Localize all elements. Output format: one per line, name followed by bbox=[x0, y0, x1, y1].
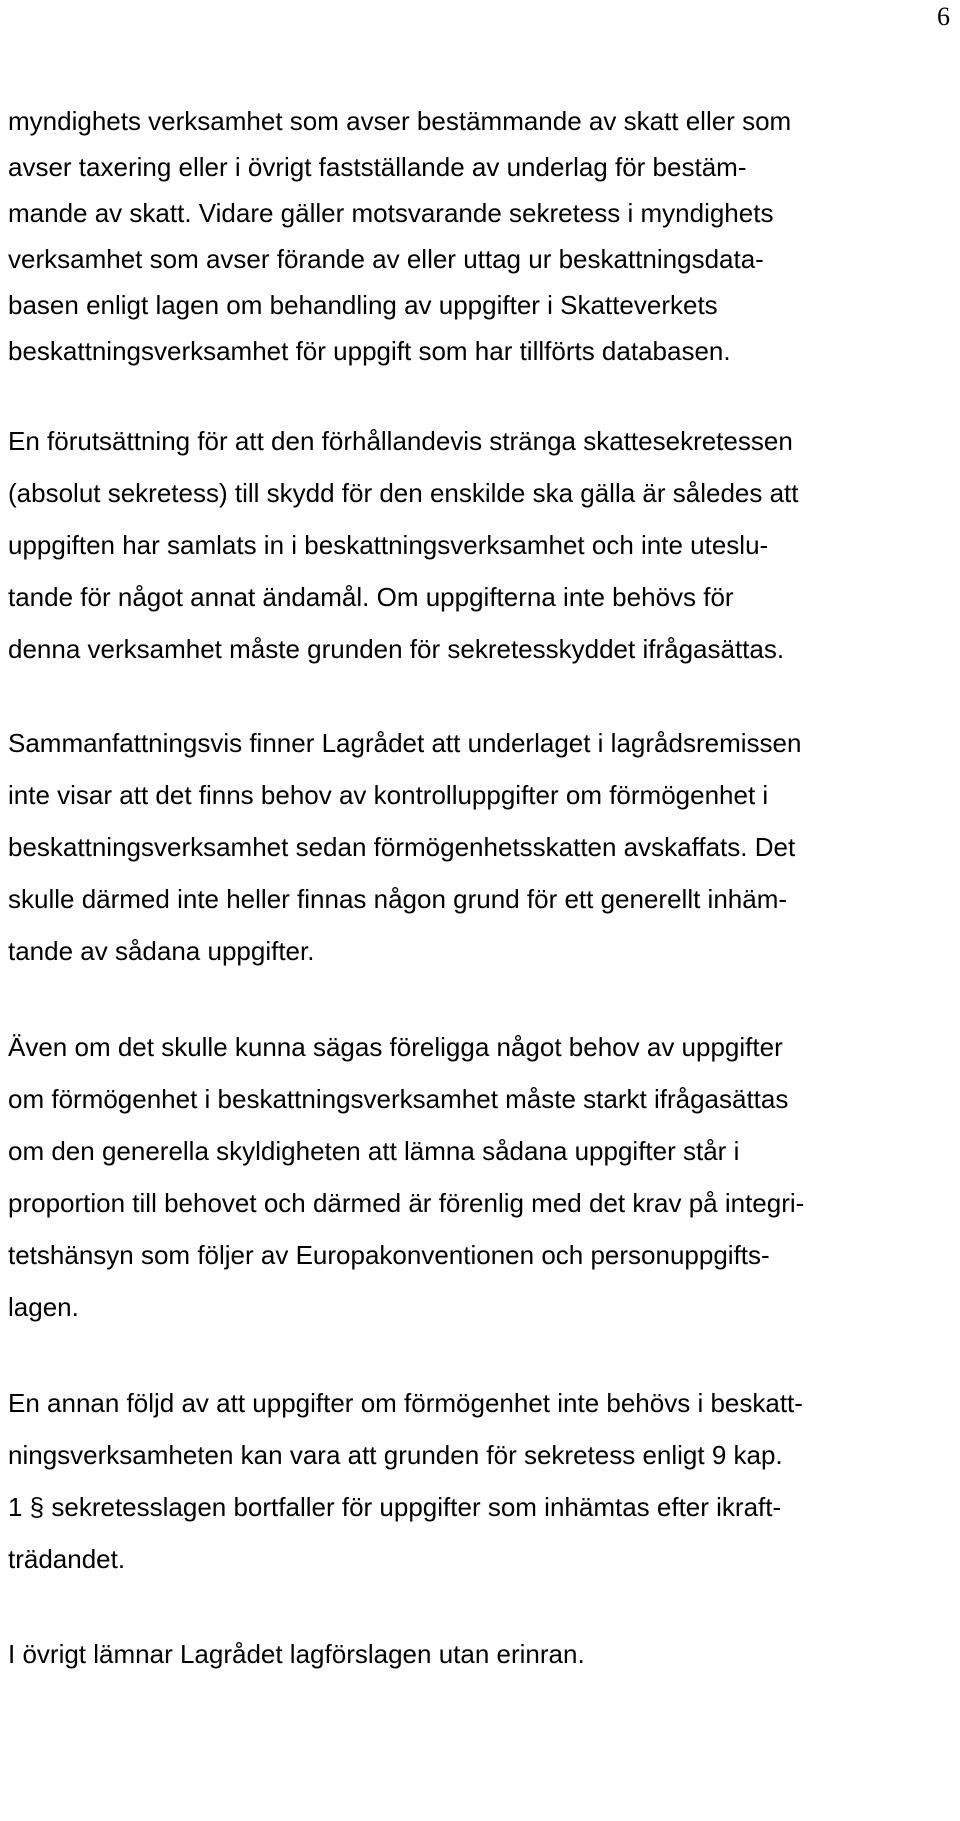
text-line: mande av skatt. Vidare gäller motsvarande sekretess i myndighets bbox=[8, 198, 774, 228]
text-line: om den generella skyldigheten att lämna sådana uppgifter står i bbox=[8, 1136, 740, 1166]
text-line: Sammanfattningsvis finner Lagrådet att underlaget i lagrådsremissen bbox=[8, 728, 802, 758]
text-line: myndighets verksamhet som avser bestämmande av skatt eller som bbox=[8, 106, 792, 136]
paragraph-2 bbox=[8, 415, 953, 675]
text-line: verksamhet som avser förande av eller uttag ur beskattningsdata- bbox=[8, 244, 764, 274]
text-line: (absolut sekretess) till skydd för den enskilde ska gälla är således att bbox=[8, 478, 799, 508]
page-number: 6 bbox=[937, 2, 950, 31]
paragraph-5 bbox=[8, 1377, 953, 1585]
text-line: lagen. bbox=[8, 1292, 79, 1322]
paragraph-4 bbox=[8, 1021, 953, 1333]
text-line: denna verksamhet måste grunden för sekretesskyddet ifrågasättas. bbox=[8, 634, 785, 664]
paragraph-6 bbox=[8, 1629, 953, 1679]
paragraph-1 bbox=[8, 98, 953, 374]
text-line: 1 § sekretesslagen bortfaller för uppgifter som inhämtas efter ikraft- bbox=[8, 1492, 782, 1522]
text-line: trädandet. bbox=[8, 1544, 126, 1574]
text-line: I övrigt lämnar Lagrådet lagförslagen utan erinran. bbox=[8, 1639, 585, 1669]
text-line: En annan följd av att uppgifter om förmögenhet inte behövs i beskatt- bbox=[8, 1388, 803, 1418]
text-line: tetshänsyn som följer av Europakonventionen och personuppgifts- bbox=[8, 1240, 770, 1270]
paragraph-3 bbox=[8, 717, 953, 977]
text-line: uppgiften har samlats in i beskattningsverksamhet och inte uteslu- bbox=[8, 530, 769, 560]
text-line: ningsverksamheten kan vara att grunden för sekretess enligt 9 kap. bbox=[8, 1440, 783, 1470]
text-line: beskattningsverksamhet för uppgift som har tillförts databasen. bbox=[8, 336, 731, 366]
text-line: tande för något annat ändamål. Om uppgifterna inte behövs för bbox=[8, 582, 734, 612]
text-line: inte visar att det finns behov av kontrolluppgifter om förmögenhet i bbox=[8, 780, 769, 810]
text-line: beskattningsverksamhet sedan förmögenhetsskatten avskaffats. Det bbox=[8, 832, 796, 862]
text-line: om förmögenhet i beskattningsverksamhet måste starkt ifrågasättas bbox=[8, 1084, 789, 1114]
text-line: skulle därmed inte heller finnas någon grund för ett generellt inhäm- bbox=[8, 884, 788, 914]
text-line: proportion till behovet och därmed är förenlig med det krav på integri- bbox=[8, 1188, 805, 1218]
text-line: Även om det skulle kunna sägas föreligga något behov av uppgifter bbox=[8, 1032, 783, 1062]
text-line: tande av sådana uppgifter. bbox=[8, 936, 315, 966]
document-body bbox=[8, 98, 953, 1679]
text-line: En förutsättning för att den förhållandevis stränga skattesekretessen bbox=[8, 426, 793, 456]
text-line: avser taxering eller i övrigt fastställande av underlag för bestäm- bbox=[8, 152, 747, 182]
text-line: basen enligt lagen om behandling av uppgifter i Skatteverkets bbox=[8, 290, 718, 320]
